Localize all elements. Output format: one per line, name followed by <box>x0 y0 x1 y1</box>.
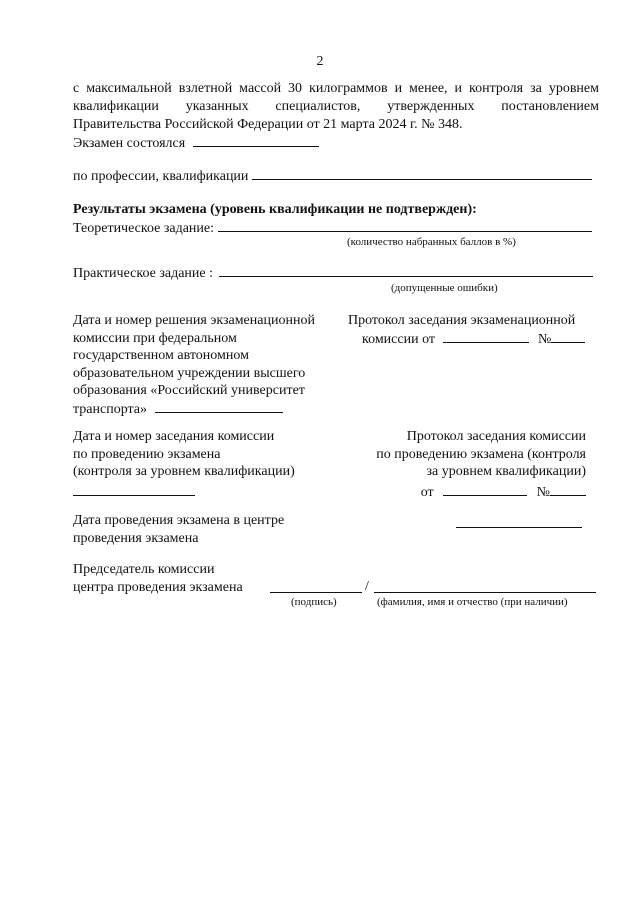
theory-row <box>73 219 592 238</box>
practice-caption: (допущенные ошибки) <box>391 282 498 294</box>
theory-caption: (количество набранных баллов в %) <box>347 236 516 248</box>
decision-line-2: комиссии при федеральном <box>73 330 237 346</box>
decision-last-row <box>73 400 343 419</box>
results-heading: Результаты экзамена (уровень квалификации не подтвержден): <box>73 202 477 217</box>
exam-took-place-blank <box>193 134 319 147</box>
decision-line-4: образовательном учреждении высшего <box>73 365 306 381</box>
profession-row <box>73 167 592 186</box>
decision-blank <box>155 400 283 413</box>
page-number: 2 <box>316 54 324 69</box>
decision-last-line: транспорта» <box>73 401 148 417</box>
chairman-block <box>73 561 243 596</box>
commission-meeting-line-1: Дата и номер заседания комиссии <box>73 429 275 444</box>
decision-line-3: государственном автономном <box>73 348 249 363</box>
intro-line-1: с максимальной взлетной массой 30 килограммов и менее, и контроля за уровнем <box>73 81 599 96</box>
protocol-commission-line-3: за уровнем квалификации) <box>426 464 586 479</box>
protocol-exam-line-2 <box>348 330 585 349</box>
commission-meeting-block <box>73 428 295 501</box>
commission-meeting-line-3: (контроля за уровнем квалификации) <box>73 464 295 479</box>
protocol-exam-number-blank <box>551 330 585 343</box>
exam-date-line-2: проведения экзамена <box>73 530 199 546</box>
protocol-commission-date-blank <box>443 483 527 496</box>
practice-blank <box>219 264 593 277</box>
intro-line-3: Правительства Российской Федерации от 21 марта 2024 г. № 348. <box>73 117 463 132</box>
protocol-commission-from-label: от <box>420 484 434 500</box>
signature-caption: (подпись) <box>291 596 337 608</box>
protocol-commission-number-sign: № <box>536 484 550 500</box>
practice-label: Практическое задание : <box>73 266 214 281</box>
chairman-signature-blank <box>270 592 362 593</box>
intro-line-2: квалификации указанных специалистов, утвержденных постановлением <box>73 99 599 114</box>
protocol-commission-line-1: Протокол заседания комиссии <box>406 429 586 444</box>
commission-meeting-line-2: по проведению экзамена <box>73 446 221 462</box>
protocol-commission <box>330 428 586 501</box>
commission-meeting-blank <box>73 483 195 496</box>
chairman-name-blank <box>374 592 596 593</box>
protocol-exam-commission <box>348 312 585 348</box>
protocol-commission-line-4 <box>330 483 586 502</box>
exam-date-line-1: Дата проведения экзамена в центре <box>73 513 285 528</box>
protocol-exam-line-1: Протокол заседания экзаменационной <box>348 313 576 328</box>
chairman-slash: / <box>365 579 369 594</box>
practice-row <box>73 264 593 283</box>
chairman-line-1: Председатель комиссии <box>73 562 215 577</box>
profession-blank <box>252 167 592 180</box>
exam-date-block <box>73 512 284 547</box>
protocol-commission-number-blank <box>550 483 586 496</box>
exam-took-place-label: Экзамен состоялся <box>73 136 186 151</box>
exam-took-place-row <box>73 134 319 153</box>
decision-line-1: Дата и номер решения экзаменационной <box>73 313 315 328</box>
profession-label: по профессии, квалификации <box>73 169 249 184</box>
protocol-exam-from-label: комиссии от <box>362 331 436 347</box>
protocol-commission-line-2: по проведению экзамена (контроля <box>376 446 586 462</box>
protocol-exam-number-sign: № <box>538 331 552 347</box>
exam-date-blank <box>456 527 582 528</box>
protocol-exam-date-blank <box>443 330 529 343</box>
theory-label: Теоретическое задание: <box>73 221 215 236</box>
theory-blank <box>218 219 592 232</box>
chairman-line-2: центра проведения экзамена <box>73 579 243 595</box>
decision-block <box>73 312 343 418</box>
name-caption: (фамилия, имя и отчество (при наличии) <box>377 596 568 608</box>
decision-line-5: образования «Российский университет <box>73 383 305 398</box>
